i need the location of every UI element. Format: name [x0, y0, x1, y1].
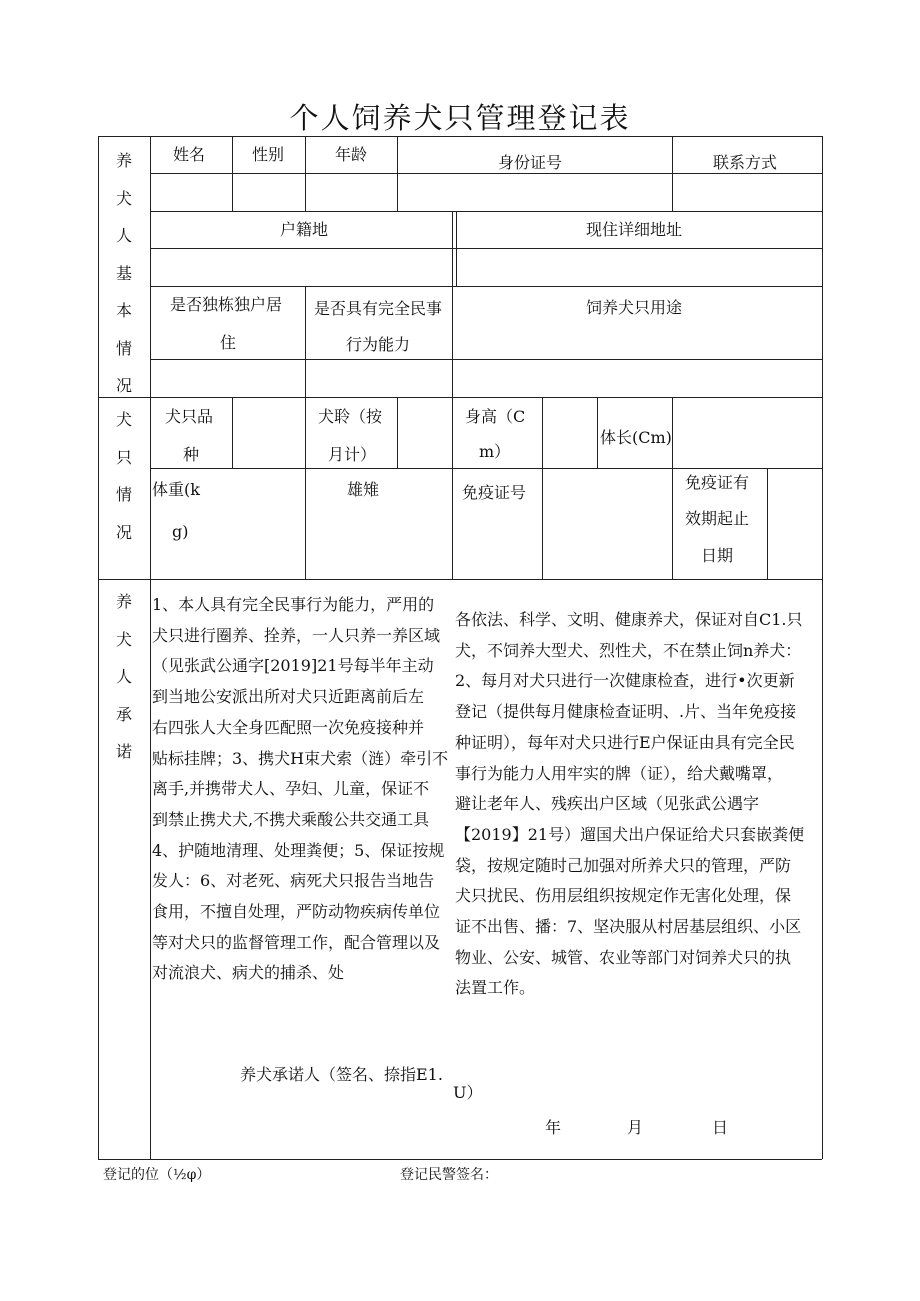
pledge-line: 袋，按规定随时己加强对所养犬只的管理，严防: [455, 855, 792, 875]
gender-header: 性别: [252, 145, 285, 164]
col-line: [305, 136, 306, 211]
table-border-right: [822, 136, 823, 1159]
pledge-line: 到当地公安派出所对犬只近距离前后左: [152, 687, 425, 707]
pledge-line: 避让老年人、残疾出户区域（见张武公遇字: [455, 794, 760, 814]
pledge-line: 种证明），每年对犬只进行E户保证由具有完全民: [455, 732, 795, 752]
pledge-line: （见张武公通字[2019]21号每半年主动: [152, 656, 434, 676]
row-line: [150, 359, 822, 360]
table-border-top: [98, 136, 822, 137]
col-line: [305, 397, 306, 579]
section-line: [98, 579, 822, 580]
section-label-char: 况: [115, 376, 132, 395]
col-line: [232, 136, 233, 211]
household-registration-header: 户籍地: [280, 220, 329, 239]
pledge-line: 犬只进行圈养、拴养，一人只养一养区域: [152, 625, 441, 645]
vaccine-validity-header-cont: 效期起止: [685, 509, 750, 528]
sex-header: 雄雉: [347, 480, 380, 499]
section-label-char: 犬: [115, 629, 132, 649]
row-line: [150, 286, 822, 287]
pledge-line: 离手,并携带犬人、孕妇、儿童，保证不: [152, 779, 430, 799]
section-label-char: 人: [115, 667, 132, 686]
col-line: [767, 468, 768, 579]
row-line: [150, 173, 822, 174]
row-line: [150, 248, 822, 249]
col-line: [232, 397, 233, 468]
contact-header: 联系方式: [713, 153, 778, 172]
pledge-line: 右四张人大全身匹配照一次免疫接种并: [152, 717, 425, 737]
col-line: [452, 397, 453, 579]
pledge-signature-label: 养犬承诺人（签名、捺指E1.: [240, 1065, 443, 1084]
name-header: 姓名: [173, 145, 206, 164]
col-line: [305, 286, 306, 397]
dog-purpose-header: 饲养犬只用途: [586, 298, 683, 317]
pledge-line: 事行为能力人用牢实的牌（证），给犬戴嘴罩，: [455, 763, 784, 783]
weight-header: 体重(k: [152, 480, 200, 499]
pledge-line: 各依法、科学、文明、健康养犬，保证对自C1.只: [455, 610, 803, 629]
pledge-line: 登记（提供每月健康检查证明、.片、当年免疫接: [455, 702, 797, 722]
date-day-label: 日: [712, 1118, 729, 1137]
col-line: [397, 397, 398, 468]
pledge-line: 1、本人具有完全民事行为能力，严用的: [152, 595, 435, 614]
id-number-header: 身份证号: [498, 153, 563, 172]
col-line: [672, 397, 673, 579]
section-label-char: 犬: [115, 410, 132, 429]
pledge-line: 犬，不饲养大型犬、烈性犬，不在禁止饲n养犬：: [455, 640, 802, 660]
vaccine-cert-header: 免疫证号: [462, 483, 527, 502]
pledge-line: 【2019】21号）遛国犬出户保证给犬只套嵌粪便: [455, 824, 805, 844]
section-label-char: 诺: [115, 742, 132, 761]
registration-unit-label: 登记的位（½φ）: [103, 1167, 211, 1183]
section-line: [98, 397, 822, 398]
date-month-label: 月: [627, 1118, 644, 1137]
dog-section-label: [112, 401, 136, 551]
col-line: [452, 211, 453, 286]
label-column-line: [150, 136, 151, 1159]
date-year-label: 年: [545, 1118, 562, 1137]
col-line: [542, 397, 543, 579]
table-border-bottom: [98, 1159, 822, 1160]
pledge-line: 对流浪犬、病犬的捕杀、处: [152, 963, 345, 983]
section-label-char: 情: [115, 338, 132, 358]
section-label-char: 养: [115, 151, 132, 170]
pledge-text-left: [152, 590, 448, 989]
pledge-line: 贴标挂牌；3、携犬H束犬索（涟）牵引不: [152, 748, 449, 768]
pledge-line: 2、每月对犬只进行一次健康检查，进行•次更新: [455, 671, 795, 691]
section-label-char: 养: [115, 592, 132, 611]
pledge-line: 物业、公安、城管、农业等部门对饲养犬只的执: [455, 947, 792, 967]
row-line: [150, 211, 822, 212]
height-header-cont: m）: [479, 442, 511, 461]
section-label-char: 人: [115, 226, 132, 245]
civil-capacity-header-cont: 行为能力: [346, 335, 411, 354]
detached-house-header-cont: 住: [220, 333, 237, 352]
section-label-char: 本: [115, 301, 132, 320]
pledge-line: 4、护随地清理、处理粪便；5、保证按规: [152, 840, 445, 860]
section-label-char: 情: [115, 485, 132, 504]
pledge-line: 发人：6、对老死、病死犬只报告当地告: [152, 871, 435, 891]
owner-section-label: [112, 142, 136, 405]
col-line: [397, 136, 398, 211]
section-label-char: 只: [115, 447, 132, 467]
col-line: [452, 286, 453, 397]
civil-capacity-header: 是否具有完全民事: [314, 299, 443, 318]
age-header: 年龄: [335, 145, 368, 164]
pledge-line: 食用，不擅自处理，严防动物疾病传单位: [152, 902, 441, 922]
breed-header: 犬只品: [165, 407, 214, 426]
vaccine-validity-header-cont2: 日期: [701, 546, 734, 565]
pledge-signature-label-cont: U）: [453, 1083, 483, 1102]
table-border-left: [98, 136, 99, 1159]
section-label-char: 况: [115, 522, 132, 542]
height-header: 身高（C: [465, 407, 526, 426]
weight-header-cont: g): [172, 522, 189, 541]
pledge-section-label: [112, 583, 136, 771]
col-line: [672, 136, 673, 211]
pledge-line: 犬只扰民、伤用层组织按规定作无害化处理，保: [455, 886, 792, 906]
length-header: 体长(Cm): [600, 428, 672, 447]
detached-house-header: 是否独栋独户居: [170, 295, 283, 314]
vaccine-validity-header: 免疫证有: [685, 473, 750, 492]
breed-header-cont: 种: [183, 445, 200, 464]
row-line: [150, 468, 822, 469]
col-line: [456, 211, 457, 286]
pledge-line: 法置工作。: [455, 978, 536, 998]
section-label-char: 基: [115, 263, 132, 283]
officer-signature-label: 登记民警签名：: [400, 1167, 498, 1183]
dog-age-header: 犬聆（按: [318, 407, 383, 426]
dog-age-header-cont: 月计）: [328, 445, 377, 464]
pledge-text-right: [455, 605, 804, 1004]
page-title: 个人饲养犬只管理登记表: [289, 101, 631, 135]
pledge-line: 到禁止携犬犬,不携犬乘酸公共交通工具: [152, 809, 430, 829]
current-address-header: 现住详细地址: [586, 220, 683, 239]
section-label-char: 犬: [115, 188, 132, 208]
pledge-line: 等对犬只的监督管理工作，配合管理以及: [152, 932, 441, 952]
section-label-char: 承: [115, 704, 132, 724]
col-line: [597, 397, 598, 468]
pledge-line: 证不出售、播：7、坚决服从村居基层组织、小区: [455, 917, 802, 937]
